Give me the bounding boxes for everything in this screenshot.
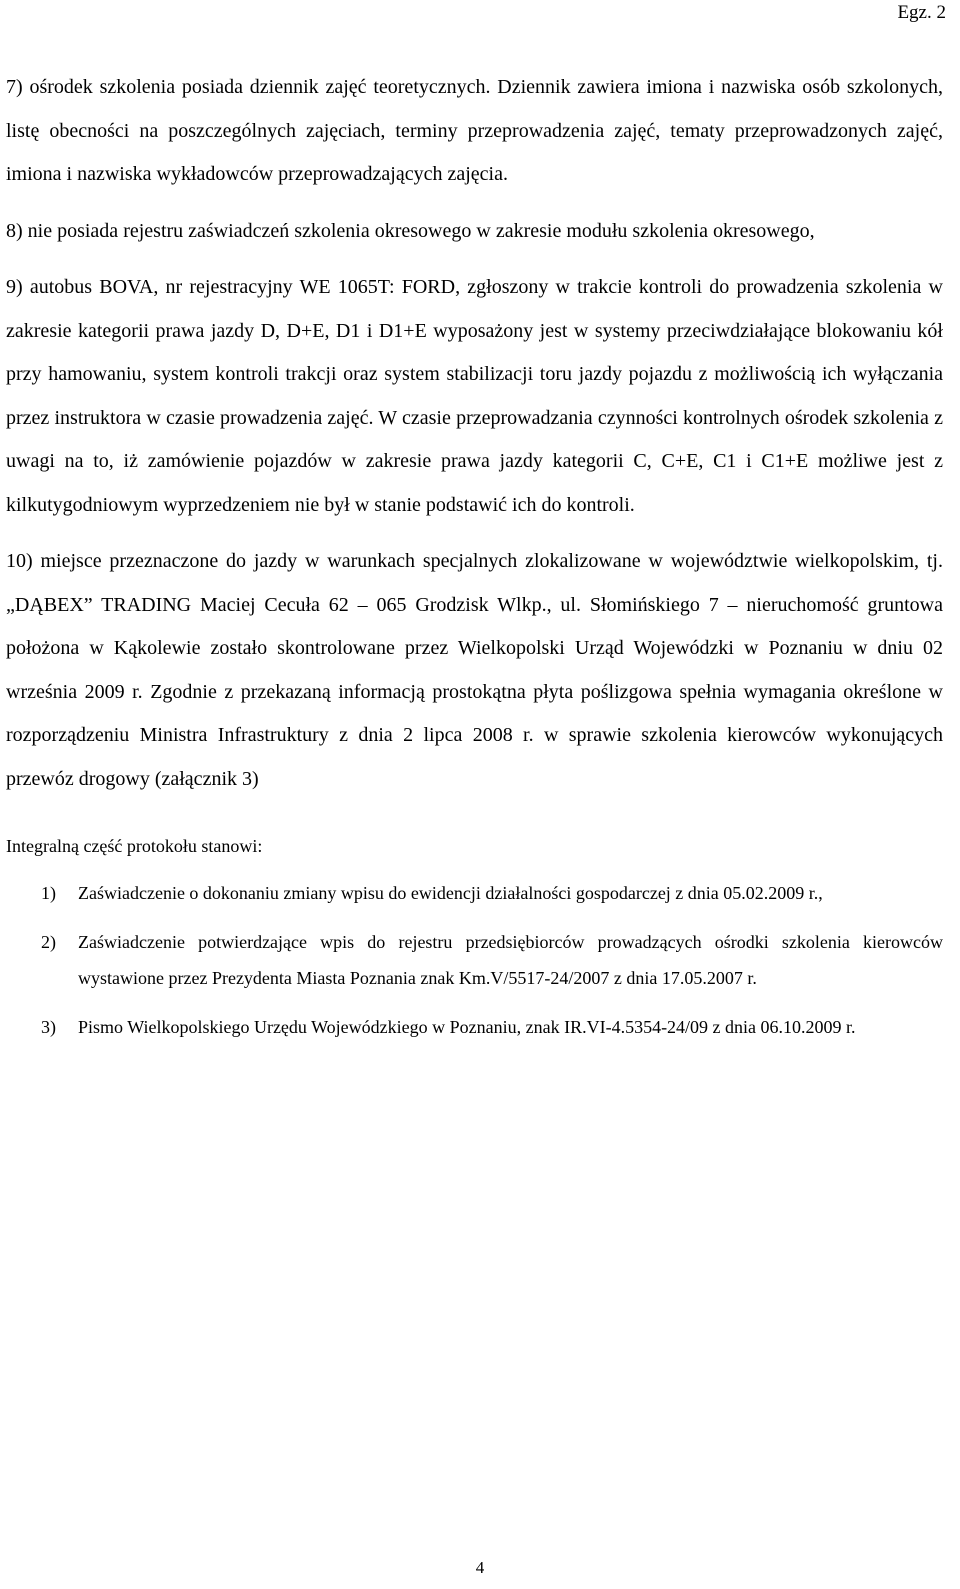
attachments-heading: Integralną część protokołu stanowi: [6,836,263,856]
paragraph-item-7: 7) ośrodek szkolenia posiada dziennik zajęć teoretycznych. Dziennik zawiera imiona i nazwiska osób szkolonych, listę obecności na poszczególnych zajęciach, terminy przeprowadzenia zajęć, tematy przeprowadzonych zajęć, imiona i nazwiska wykładowców przeprowadzających zajęcia. [6,76,943,185]
attachment-number: 3) [41,1016,56,1037]
attachment-item [6,1009,943,1046]
paragraph-item-9: 9) autobus BOVA, nr rejestracyjny WE 1065T: FORD, zgłoszony w trakcie kontroli do prowadzenia szkolenia w zakresie kategorii prawa jazdy D, D+E, D1 i D1+E wyposażony jest w systemy przeciwdziałające blokowaniu kół przy hamowaniu, system kontroli trakcji oraz system stabilizacji toru jazdy pojazdu z możliwością ich wyłączania przez instruktora w czasie prowadzenia zajęć. W czasie przeprowadzania czynności kontrolnych ośrodek szkolenia z uwagi na to, iż zamówienie pojazdów w zakresie prawa jazdy kategorii C, C+E, C1 i C1+E możliwe jest z kilkutygodniowym wyprzedzeniem nie był w stanie podstawić ich do kontroli. [6,276,943,516]
attachment-item [6,924,943,997]
attachments-list [6,875,943,1045]
attachment-text: Zaświadczenie o dokonaniu zmiany wpisu do ewidencji działalności gospodarczej z dnia 05.02.2009 r., [78,883,823,903]
attachment-number: 2) [41,931,56,952]
attachment-text: Zaświadczenie potwierdzające wpis do rejestru przedsiębiorców prowadzących ośrodki szkolenia kierowców wystawione przez Prezydenta Miasta Poznania znak Km.V/5517-24/2007 z dnia 17.05.2007 r. [78,931,943,988]
attachment-number: 1) [41,883,56,903]
page-number: 4 [475,1558,485,1577]
attachment-text: Pismo Wielkopolskiego Urzędu Wojewódzkiego w Poznaniu, znak IR.VI-4.5354-24/09 z dnia 06.10.2009 r. [78,1016,856,1037]
paragraph-item-8: 8) nie posiada rejestru zaświadczeń szkolenia okresowego w zakresie modułu szkolenia okresowego, [6,219,815,242]
paragraph-item-10: 10) miejsce przeznaczone do jazdy w warunkach specjalnych zlokalizowane w województwie wielkopolskim, tj. „DĄBEX” TRADING Maciej Cecuła 62 – 065 Grodzisk Wlkp., ul. Słomińskiego 7 – nieruchomość gruntowa położona w Kąkolewie zostało skontrolowane przez Wielkopolski Urząd Wojewódzki w Poznaniu w dniu 02 września 2009 r. Zgodnie z przekazaną informacją prostokątna płyta poślizgowa spełnia wymagania określone w rozporządzeniu Ministra Infrastruktury z dnia 2 lipca 2008 r. w sprawie szkolenia kierowców wykonujących przewóz drogowy (załącznik 3) [6,550,943,790]
copy-label: Egz. 2 [897,2,946,23]
document-body [6,66,943,1057]
attachment-item [6,875,943,912]
